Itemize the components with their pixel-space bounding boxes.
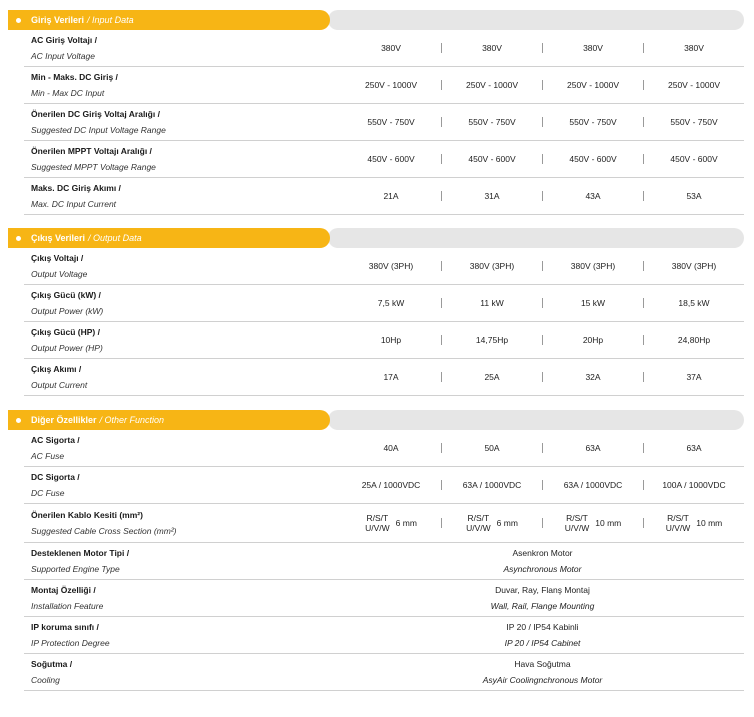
row-label: Önerilen Kablo Kesiti (mm²) [31, 510, 143, 520]
value-cell: 10Hp [380, 335, 402, 345]
value-cell: 550V - 750V [569, 117, 617, 127]
section-title-en: / Other Function [99, 415, 165, 425]
table-row [24, 104, 744, 141]
row-label-en: Supported Engine Type [31, 564, 120, 574]
row-label: Çıkış Gücü (HP) / [31, 327, 100, 337]
value-cell: 380V [482, 43, 502, 53]
row-label: Önerilen MPPT Voltajı Aralığı / [31, 146, 152, 156]
value-cell: 40A [383, 443, 399, 453]
value-cell: 550V - 750V [670, 117, 718, 127]
row-label-en: IP Protection Degree [31, 638, 110, 648]
table-row [24, 617, 744, 654]
value-cell: 450V - 600V [670, 154, 718, 164]
table-row [24, 430, 744, 467]
value-cell: 32A [585, 372, 601, 382]
value-cell: 21A [383, 191, 399, 201]
cable-size: 6 mm [395, 518, 417, 528]
cable-size: 6 mm [496, 518, 518, 528]
row-label: Desteklenen Motor Tipi / [31, 548, 130, 558]
value-cell: 450V - 600V [367, 154, 415, 164]
value-cell: 100A / 1000VDC [662, 480, 726, 490]
value-cell: 250V - 1000V [466, 80, 518, 90]
cable-cell [341, 513, 441, 533]
bullet-icon [16, 18, 21, 23]
row-label-en: Min - Max DC Input [31, 88, 105, 98]
value-cell: 25A [484, 372, 500, 382]
table-row [24, 359, 744, 396]
table-row [24, 285, 744, 322]
table-row [24, 654, 744, 691]
cable-cell [442, 513, 542, 533]
row-label: DC Sigorta / [31, 472, 80, 482]
cable-phase-in: R/S/T [467, 513, 490, 523]
row-label: Çıkış Voltajı / [31, 253, 84, 263]
row-label-en: Output Power (kW) [31, 306, 104, 316]
merged-value [341, 543, 744, 579]
section-header [8, 228, 744, 248]
value-cell: 7,5 kW [377, 298, 405, 308]
row-label: Montaj Özelliği / [31, 585, 96, 595]
value-cell: 380V [583, 43, 603, 53]
table-row [24, 248, 744, 285]
section-header [8, 10, 744, 30]
cable-phase-out: U/V/W [365, 523, 390, 533]
value-cell: 250V - 1000V [567, 80, 619, 90]
value-cell: 450V - 600V [468, 154, 516, 164]
table-row [24, 543, 744, 580]
section-title: Diğer Özellikler [31, 415, 97, 425]
value-cell: 380V [684, 43, 704, 53]
row-label-en: Cooling [31, 675, 60, 685]
value-cell: 24,80Hp [677, 335, 711, 345]
section-header-tab [8, 228, 330, 248]
row-label-en: Suggested DC Input Voltage Range [31, 125, 166, 135]
value-cell: 17A [383, 372, 399, 382]
merged-value [341, 654, 744, 690]
cable-cell [543, 513, 643, 533]
merged-value-tr: IP 20 / IP54 Kabinli [506, 622, 579, 632]
merged-value [341, 580, 744, 616]
merged-value-en: Asynchronous Motor [503, 564, 582, 574]
row-label: Çıkış Gücü (kW) / [31, 290, 101, 300]
merged-value-en: Wall, Rail, Flange Mounting [490, 601, 595, 611]
row-label-en: Output Voltage [31, 269, 88, 279]
table-row [24, 30, 744, 67]
value-cell: 380V (3PH) [570, 261, 616, 271]
table-row [24, 322, 744, 359]
row-label: IP koruma sınıfı / [31, 622, 99, 632]
value-cell: 20Hp [582, 335, 604, 345]
row-label: Maks. DC Giriş Akımı / [31, 183, 121, 193]
merged-value-tr: Hava Soğutma [514, 659, 571, 669]
section-title: Çıkış Verileri [31, 233, 86, 243]
value-cell: 37A [686, 372, 702, 382]
value-cell: 50A [484, 443, 500, 453]
row-label-en: DC Fuse [31, 488, 65, 498]
section-header-bar [328, 410, 744, 430]
table-row [24, 178, 744, 215]
value-cell: 250V - 1000V [668, 80, 720, 90]
merged-value-en: IP 20 / IP54 Cabinet [504, 638, 581, 648]
row-label-en: Output Power (HP) [31, 343, 103, 353]
row-label-en: Output Current [31, 380, 88, 390]
section-header-bar [328, 228, 744, 248]
value-cell: 18,5 kW [678, 298, 710, 308]
other-function-section [8, 410, 744, 691]
cable-phase-in: R/S/T [366, 513, 389, 523]
row-label-en: Installation Feature [31, 601, 104, 611]
value-cell: 63A / 1000VDC [563, 480, 623, 490]
value-cell: 380V [381, 43, 401, 53]
table-row [24, 504, 744, 543]
cable-phase-out: U/V/W [665, 523, 691, 533]
value-cell: 380V (3PH) [671, 261, 717, 271]
cable-phase-out: U/V/W [466, 523, 491, 533]
bullet-icon [16, 236, 21, 241]
row-label: Min - Maks. DC Giriş / [31, 72, 118, 82]
row-label: AC Giriş Voltajı / [31, 35, 97, 45]
row-label: Önerilen DC Giriş Voltaj Aralığı / [31, 109, 160, 119]
row-label: Soğutma / [31, 659, 73, 669]
value-cell: 550V - 750V [367, 117, 415, 127]
value-cell: 53A [686, 191, 702, 201]
value-cell: 25A / 1000VDC [361, 480, 421, 490]
value-cell: 450V - 600V [569, 154, 617, 164]
value-cell: 63A / 1000VDC [462, 480, 522, 490]
section-title: Giriş Verileri [31, 15, 85, 25]
value-cell: 63A [686, 443, 702, 453]
value-cell: 11 kW [480, 298, 504, 308]
table-row [24, 141, 744, 178]
value-cell: 550V - 750V [468, 117, 516, 127]
row-label-en: AC Input Voltage [31, 51, 95, 61]
value-cell: 380V (3PH) [469, 261, 515, 271]
cable-phase-in: R/S/T [667, 513, 689, 523]
value-cell: 14,75Hp [475, 335, 509, 345]
value-cell: 43A [585, 191, 601, 201]
merged-value-en: AsyAir Coolingnchronous Motor [482, 675, 603, 685]
cable-phase-out: U/V/W [564, 523, 590, 533]
value-cell: 63A [585, 443, 601, 453]
section-header-tab [8, 10, 330, 30]
cable-phase-in: R/S/T [566, 513, 588, 523]
table-row [24, 467, 744, 504]
merged-value-tr: Duvar, Ray, Flanş Montaj [495, 585, 590, 595]
value-cell: 31A [484, 191, 500, 201]
section-header [8, 410, 744, 430]
row-label-en: Suggested Cable Cross Section (mm²) [31, 526, 177, 536]
section-title-en: / Input Data [87, 15, 134, 25]
value-cell: 15 kW [580, 298, 606, 308]
output-data-section [8, 228, 744, 396]
cable-size: 10 mm [595, 518, 622, 528]
row-label-en: Suggested MPPT Voltage Range [31, 162, 156, 172]
row-label: Çıkış Akımı / [31, 364, 82, 374]
bullet-icon [16, 418, 21, 423]
section-header-tab [8, 410, 330, 430]
section-header-bar [328, 10, 744, 30]
value-cell: 380V (3PH) [368, 261, 414, 271]
merged-value-tr: Asenkron Motor [512, 548, 573, 558]
table-row [24, 67, 744, 104]
table-row [24, 580, 744, 617]
cable-size: 10 mm [696, 518, 723, 528]
row-label: AC Sigorta / [31, 435, 80, 445]
value-cell: 250V - 1000V [365, 80, 417, 90]
merged-value [341, 617, 744, 653]
row-label-en: Max. DC Input Current [31, 199, 117, 209]
section-title-en: / Output Data [88, 233, 142, 243]
row-label-en: AC Fuse [31, 451, 65, 461]
cable-cell [644, 513, 744, 533]
input-data-section [8, 10, 744, 215]
